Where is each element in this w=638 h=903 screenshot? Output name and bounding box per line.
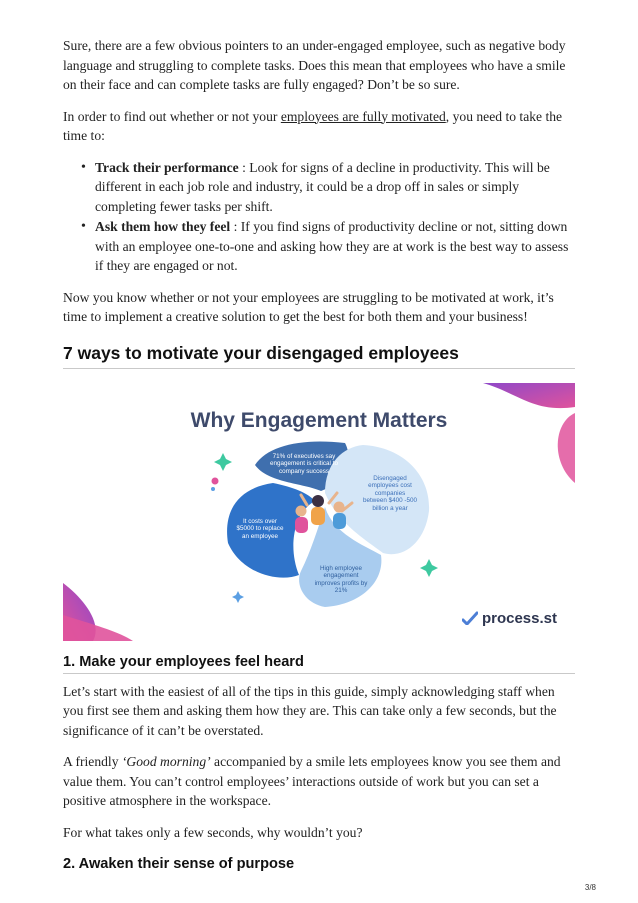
infographic-title: Why Engagement Matters — [190, 408, 448, 432]
transition-paragraph: Now you know whether or not your employees are struggling to be motivated at work, it’s time to implement a creative solution to get the best for both them and your business! — [63, 289, 554, 324]
tip2-heading: 2. Awaken their sense of purpose — [63, 856, 295, 872]
bullet-list — [63, 158, 575, 276]
decor-dot — [211, 487, 215, 491]
good-morning-italic: ‘Good morning’ — [121, 754, 211, 769]
stat-replace-cost: It costs over $5000 to replace an employee — [236, 517, 284, 540]
intro-text-after: , you need to take the time to: — [63, 108, 563, 143]
tip1-heading: 1. Make your employees feel heard — [63, 654, 575, 674]
process-st-logo — [462, 610, 557, 627]
document-page — [63, 36, 575, 875]
engagement-infographic — [63, 383, 575, 641]
tip1-paragraph-2 — [63, 752, 575, 811]
bullet-text: : Look for signs of a decline in productivity. This will be different in each job role and industry, it could be a drop off in sales or simply completing fewer tasks per shift. — [95, 159, 550, 214]
decor-dot — [212, 477, 219, 484]
page-number: 3/8 — [584, 883, 596, 892]
stat-executives: 71% of executives say engagement is critical to company success — [270, 452, 338, 475]
list-item — [95, 217, 575, 276]
stat-profits: High employee engagement improves profits by 21% — [314, 564, 368, 595]
brand-name: process.st — [481, 609, 557, 627]
process-logo-icon — [462, 611, 478, 625]
section-heading: 7 ways to motivate your disengaged employees — [63, 343, 575, 369]
tip1-text-before: A friendly — [63, 754, 122, 769]
tip1-text-after: accompanied by a smile lets employees know you see them and value them. You can’t control employees’ interactions outside of work but you can set a positive atmosphere in the workspace. — [63, 754, 561, 808]
employees-motivated-link[interactable]: employees are fully motivated — [280, 108, 446, 124]
decor-blob-top-right — [483, 383, 575, 408]
bullet-bold: Track their performance — [95, 159, 239, 175]
stat-cost-disengaged: Disengaged employees cost companies between $400 -500 billion a year — [363, 474, 417, 512]
decor-blob-bottom-left-2 — [63, 615, 133, 641]
tip1-paragraph-3: For what takes only a few seconds, why wouldn’t you? — [63, 824, 363, 840]
list-item — [95, 158, 575, 217]
bullet-text: : If you find signs of productivity decline or not, sitting down with an employee one-to-one and asking how they are at work is the best way to assess if they are engaged or not. — [95, 219, 569, 273]
intro-text-before: In order to find out whether or not your — [63, 108, 281, 124]
sparkle-icon — [420, 559, 438, 577]
bullet-bold: Ask them how they feel — [95, 219, 231, 234]
sparkle-icon — [232, 591, 244, 603]
sparkle-icon — [214, 453, 232, 471]
tip1-paragraph-1: Let’s start with the easiest of all of the tips in this guide, simply acknowledging staff when you first see them and asking them how they are. This can take only a few seconds, but the significance of it can’t be overstated. — [63, 683, 557, 738]
intro-paragraph-2 — [63, 107, 575, 146]
intro-paragraph: Sure, there are a few obvious pointers to an under-engaged employee, such as negative body language and struggling to complete tasks. Does this mean that employees who have a smile on their face and can complete tasks are fully engaged? Don’t be so sure. — [63, 38, 566, 92]
